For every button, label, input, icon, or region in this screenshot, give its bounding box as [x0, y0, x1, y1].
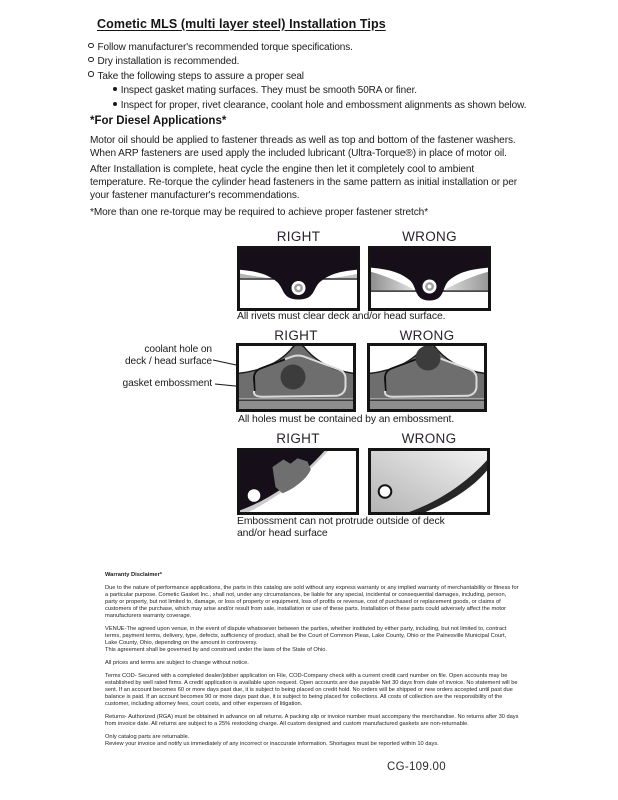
retorque-note: *More than one re-torque may be required to achieve proper fastener stretch* [90, 207, 429, 218]
bullet-dot-icon [113, 102, 117, 106]
page-code: CG-109.00 [387, 761, 446, 773]
venue-paragraph: VENUE-The agreed upon venue, in the event of dispute whatsoever between the parties, whether instituted by either party, including, but not limited to, contract terms, payment terms, delivery, type, defects, sufficiency of product, shall be the Court of Common Pleas, Lake County, Ohio or the Painesville Municipal Court, Lake County, Ohio, depending on the amount in controversy. [105, 626, 507, 646]
tips-list [88, 41, 526, 113]
row3-wrong-panel [368, 448, 490, 515]
list-item [88, 41, 526, 55]
coolant-hole-label-2: deck / head surface [124, 356, 212, 367]
row3-right-panel [237, 448, 359, 515]
review-invoice-line: Review your invoice and notify us immediately of any incorrect or inaccurate information. Shortages must be reported within 10 days. [105, 741, 439, 747]
coolant-hole-label: coolant hole on [144, 344, 212, 355]
row2-wrong-label: WRONG [399, 328, 455, 343]
row3-caption [237, 516, 445, 540]
coolant-hole [416, 346, 441, 371]
bullet-dot-icon [113, 87, 117, 91]
coolant-hole [281, 365, 306, 390]
bullet-ring-icon [88, 57, 94, 63]
row1-right-panel [237, 246, 360, 311]
prices-terms-line: All prices and terms are subject to change without notice. [105, 660, 249, 666]
warranty-disclaimer-heading: Warranty Disclaimer* [105, 572, 163, 578]
row1-wrong-label: WRONG [402, 229, 457, 244]
list-item-text: Inspect for proper, rivet clearance, coolant hole and embossment alignments as shown below. [120, 99, 527, 111]
bullet-ring-icon [88, 71, 94, 77]
diesel-paragraph-1: Motor oil should be applied to fastener threads as well as top and bottom of the fastener washers. When ARP fasteners are used apply the included lubricant (Ultra-Torque®) in place of motor oil. [90, 135, 516, 159]
rivet-wrong-diagram [368, 246, 491, 311]
row3-caption-line2: and/or head surface [237, 528, 328, 539]
diesel-heading: *For Diesel Applications* [90, 115, 227, 127]
list-item-text: Take the following steps to assure a proper seal [97, 70, 304, 82]
protrusion-wrong-diagram [368, 448, 490, 515]
returns-paragraph: Returns- Authorized (RGA) must be obtained in advance on all returns. A packing slip or invoice number must accompany the merchandise. No returns after 30 days from invoice date. All returns are subject to a 25% restocking charge. All custom designed and custom manufactured gaskets are non-returnable. [105, 714, 519, 727]
gasket-embossment-label: gasket embossment [122, 378, 212, 389]
terms-cod-paragraph: Terms COD- Secured with a completed dealer/jobber application on File, COD-Company check with a current credit card number on file. Open accounts may be established by well rated firms. A credit application is available upon request. Open accounts are due payable Net 30 days from date of invoice. No statement will be sent. If an account becomes 60 or more days past due, it is subject to being placed on credit hold. No orders will be shipped or new orders accepted until past due balance is paid. If an account becomes 90 or more days past due, it is subject to being placed for collections. All costs of collection are the responsibility of the customer, including attorney fees, court costs, and other expenses of litigation. [105, 673, 518, 707]
bolt-hole [248, 489, 261, 502]
catalog-parts-line: Only catalog parts are returnable. [105, 734, 190, 740]
bolt-hole [379, 485, 392, 498]
diesel-paragraph-2: After Installation is complete, heat cycle the engine then let it completely cool to ambient temperature. Re-torque the cylinder head fasteners in the same pattern as initial installation or per your fastener manufacturer's recommendations. [90, 164, 517, 201]
governing-law-line: This agreement shall be governed by and construed under the laws of the State of Ohio. [105, 647, 327, 653]
list-item [88, 99, 526, 113]
row1-wrong-panel [368, 246, 491, 311]
bullet-ring-icon [88, 43, 94, 49]
warranty-paragraph: Due to the nature of performance applications, the parts in this catalog are sold without any express warranty or any implied warranty of merchantability or fitness for a particular purpose. Cometic Gasket Inc., shall not, under any circumstances, be liable for any special, incidental or consequential damages, including, person, party or property, but not limited to, damage, or loss of property or equipment, loss of profits or revenue, cost of purchased or replacement goods, or claims of customers of the purchase, which may arise and/or result from sale, installation or use of these parts. Installation of these parts could adversely affect the motor manufacturers warranty coverage. [105, 585, 519, 619]
list-item-text: Inspect gasket mating surfaces. They must be smooth 50RA or finer. [120, 85, 417, 97]
row2-right-label: RIGHT [274, 328, 318, 343]
list-item [88, 84, 526, 98]
list-item [88, 55, 526, 69]
row2-wrong-panel [367, 343, 487, 412]
list-item [88, 70, 526, 84]
row1-right-label: RIGHT [276, 229, 321, 244]
page-title: Cometic MLS (multi layer steel) Installation Tips [97, 17, 386, 31]
list-item-text: Follow manufacturer's recommended torque specifications. [97, 42, 353, 53]
row1-caption: All rivets must clear deck and/or head surface. [237, 311, 446, 322]
row2-caption: All holes must be contained by an embossment. [238, 414, 455, 425]
rivet-right-diagram [237, 246, 360, 311]
list-item-text: Dry installation is recommended. [97, 56, 240, 68]
embossment-wrong-diagram [367, 343, 487, 412]
row3-caption-line1: Embossment can not protrude outside of deck [237, 516, 445, 527]
row3-wrong-label: WRONG [401, 431, 457, 446]
embossment-right-diagram [236, 343, 356, 412]
legal-section [105, 572, 519, 754]
row3-right-label: RIGHT [276, 431, 320, 446]
protrusion-right-diagram [237, 448, 359, 515]
row2-right-panel [236, 343, 356, 412]
